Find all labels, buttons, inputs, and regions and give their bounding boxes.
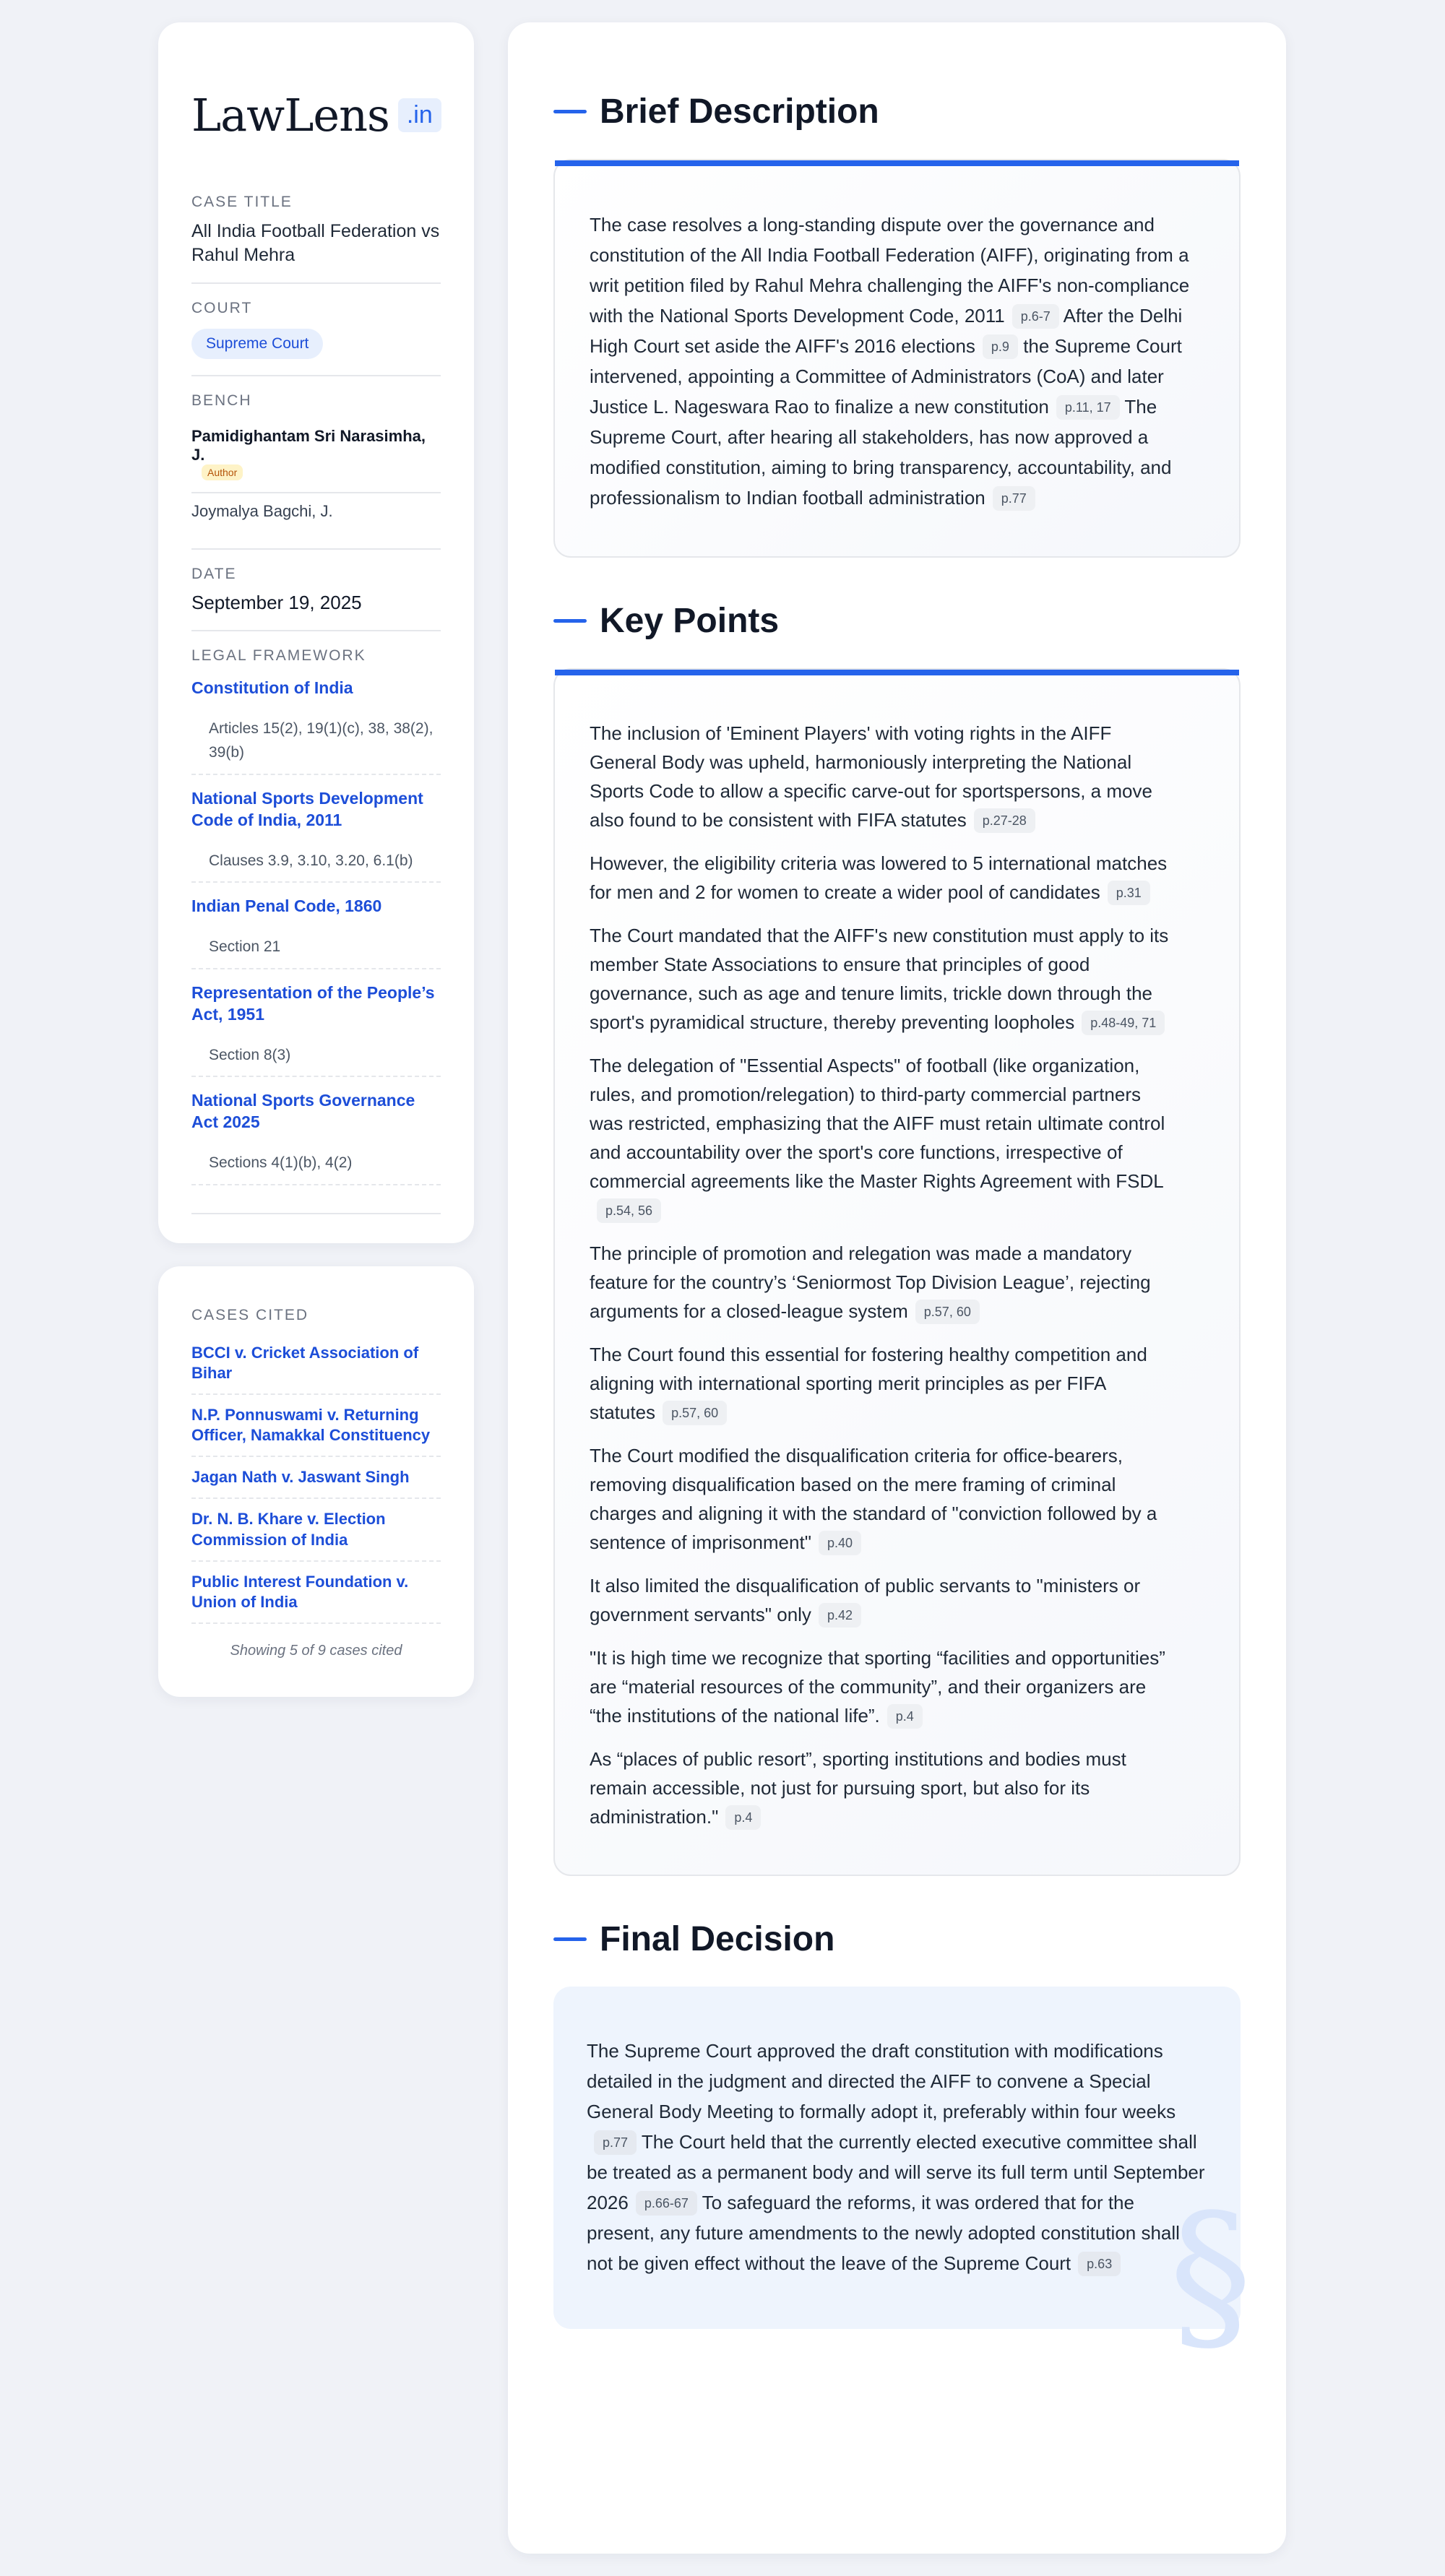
- key-point-text: The Court mandated that the AIFF's new constitution must apply to its member State Associations to ensure that principles of good governance, such as age and tenure limits, trickle down through the sport's pyramidical structure, thereby preventing loopholes: [590, 925, 1169, 1033]
- key-points-panel: [553, 668, 1241, 1876]
- judge-name: Joymalya Bagchi, J.: [191, 502, 333, 520]
- cited-case-link[interactable]: BCCI v. Cricket Association of Bihar: [191, 1333, 441, 1395]
- law-link[interactable]: National Sports Development Code of India, 2011: [191, 789, 423, 829]
- court-badge: Supreme Court: [191, 329, 323, 359]
- key-point-text: The Court modified the disqualification criteria for office-bearers, removing disqualification based on the mere framing of criminal charges and aligning it with the standard of "conviction followed by a sentence of imprisonment": [590, 1445, 1157, 1553]
- law-provisions: Sections 4(1)(b), 4(2): [191, 1145, 441, 1185]
- date-label: DATE: [191, 566, 237, 582]
- law-block: [191, 896, 441, 969]
- brief-text: the Supreme Court intervened, appointing a Committee of Administrators (CoA) and later Justice L. Nageswara Rao to finalize a new constitution: [590, 335, 1182, 418]
- page-citation[interactable]: p.6-7: [1012, 304, 1059, 329]
- brief-description-text: [555, 166, 1239, 556]
- bench-section: [191, 376, 441, 550]
- key-point-text: As “places of public resort”, sporting institutions and bodies must remain accessible, not just for pursuing sport, but also for its administration.": [590, 1748, 1126, 1828]
- brief-description-heading: [553, 92, 1241, 131]
- heading-accent-bar: [553, 110, 587, 113]
- key-point-item: [590, 921, 1175, 1037]
- panel-accent-bar: [555, 670, 1239, 675]
- legal-framework-label: LEGAL FRAMEWORK: [191, 647, 366, 664]
- case-title-section: [191, 178, 441, 284]
- page-citation[interactable]: p.63: [1078, 2252, 1121, 2276]
- law-provisions: Section 21: [191, 929, 441, 969]
- brief-text: The Supreme Court, after hearing all stakeholders, has now approved a modified constitution, aiming to bring transparency, accountability, and professionalism to Indian football administration: [590, 396, 1172, 509]
- law-link[interactable]: Representation of the People’s Act, 1951: [191, 982, 435, 1024]
- law-provisions: Articles 15(2), 19(1)(c), 38, 38(2), 39(b): [191, 711, 441, 775]
- key-point-text: It also limited the disqualification of public servants to "ministers or government servants" only: [590, 1575, 1141, 1625]
- key-point-item: [590, 1643, 1175, 1730]
- court-label: COURT: [191, 300, 253, 316]
- final-decision-panel: [553, 1987, 1252, 2372]
- key-point-item: [590, 1745, 1175, 1831]
- judgment-date: September 19, 2025: [191, 592, 362, 613]
- law-link[interactable]: Indian Penal Code, 1860: [191, 896, 382, 916]
- case-info-card: [158, 22, 474, 1243]
- cited-case-link[interactable]: Jagan Nath v. Jaswant Singh: [191, 1457, 441, 1499]
- key-points-list: [555, 675, 1239, 1875]
- author-badge: Author: [202, 464, 243, 480]
- key-point-item: [590, 1340, 1175, 1427]
- heading-accent-bar: [553, 619, 587, 623]
- final-decision-heading: [553, 1919, 1241, 1959]
- law-link[interactable]: Constitution of India: [191, 678, 353, 697]
- key-point-item: [590, 1051, 1175, 1224]
- law-block: [191, 678, 441, 775]
- court-section: [191, 284, 441, 376]
- page-citation[interactable]: p.27-28: [974, 808, 1035, 833]
- key-point-text: "It is high time we recognize that sporting “facilities and opportunities” are “material resources of the community”, and their organizers are “the institutions of the national life”.: [590, 1647, 1165, 1726]
- cases-cited-card: [158, 1266, 474, 1697]
- cited-case-link[interactable]: Dr. N. B. Khare v. Election Commission of India: [191, 1499, 441, 1561]
- law-provisions: Section 8(3): [191, 1037, 441, 1078]
- cases-cited-label: CASES CITED: [191, 1306, 309, 1323]
- cited-case-link[interactable]: N.P. Ponnuswami v. Returning Officer, Namakkal Constituency: [191, 1395, 441, 1457]
- judge-name: Pamidighantam Sri Narasimha, J.: [191, 427, 426, 464]
- page-citation[interactable]: p.11, 17: [1056, 395, 1120, 420]
- section-title: Brief Description: [600, 92, 879, 131]
- final-decision-text: [553, 1987, 1241, 2329]
- page-citation[interactable]: p.66-67: [636, 2191, 697, 2216]
- key-point-text: However, the eligibility criteria was lowered to 5 international matches for men and 2 for women to create a wider pool of candidates: [590, 852, 1168, 903]
- bench-label: BENCH: [191, 392, 252, 409]
- section-symbol-watermark: §: [1169, 2179, 1252, 2372]
- brief-text: After the Delhi High Court set aside the AIFF's 2016 elections: [590, 305, 1183, 357]
- law-block: [191, 982, 441, 1077]
- page-citation[interactable]: p.31: [1108, 881, 1150, 905]
- judge-row: [191, 493, 441, 532]
- case-title-label: CASE TITLE: [191, 194, 293, 210]
- page-citation[interactable]: p.57, 60: [915, 1300, 980, 1324]
- law-block: [191, 788, 441, 883]
- section-title: Final Decision: [600, 1920, 835, 1958]
- page-citation[interactable]: p.4: [887, 1704, 923, 1729]
- sidebar: [158, 22, 474, 1697]
- key-points-heading: [553, 601, 1241, 641]
- page-citation[interactable]: p.77: [993, 486, 1035, 511]
- page-citation[interactable]: p.40: [819, 1531, 861, 1555]
- key-point-text: The delegation of "Essential Aspects" of football (like organization, rules, and promotion/relegation) to third-party commercial partners was restricted, emphasizing that the AIFF must retain ultimate control and accountability over the sport's core functions, irrespective of commercial agreements like the Master Rights Agreement with FSDL: [590, 1055, 1165, 1192]
- brief-description-panel: [553, 159, 1241, 558]
- brief-text: The case resolves a long-standing dispute over the governance and constitution of the All India Football Federation (AIFF), originating from a writ petition filed by Rahul Mehra challenging the AIFF's non-compliance with the National Sports Development Code, 2011: [590, 214, 1190, 327]
- key-point-text: The principle of promotion and relegation was made a mandatory feature for the country’s ‘Seniormost Top Division League’, rejecting arguments for a closed-league system: [590, 1242, 1151, 1322]
- law-link[interactable]: National Sports Governance Act 2025: [191, 1091, 415, 1132]
- law-provisions: Clauses 3.9, 3.10, 3.20, 6.1(b): [191, 843, 441, 883]
- page-citation[interactable]: p.48-49, 71: [1082, 1011, 1165, 1035]
- key-point-item: [590, 1239, 1175, 1326]
- heading-accent-bar: [553, 1937, 587, 1941]
- logo-text: LawLens: [191, 89, 389, 142]
- key-point-item: [590, 719, 1175, 834]
- cited-case-link[interactable]: Public Interest Foundation v. Union of India: [191, 1562, 441, 1624]
- date-section: [191, 550, 441, 631]
- page-citation[interactable]: p.9: [983, 334, 1018, 359]
- page-citation[interactable]: p.54, 56: [597, 1198, 661, 1223]
- final-text: The Supreme Court approved the draft constitution with modifications detailed in the judgment and directed the AIFF to convene a Special General Body Meeting to formally adopt it, preferably within four weeks: [587, 2040, 1176, 2122]
- key-point-text: The inclusion of 'Eminent Players' with voting rights in the AIFF General Body was upheld, harmoniously interpreting the National Sports Code to allow a specific carve-out for sportspersons, a move also found to be consistent with FIFA statutes: [590, 722, 1152, 831]
- law-block: [191, 1090, 441, 1185]
- legal-framework-section: [191, 631, 441, 1214]
- page-citation[interactable]: p.77: [594, 2130, 637, 2155]
- judge-row: [191, 418, 441, 493]
- logo[interactable]: [191, 89, 441, 142]
- key-point-item: [590, 1571, 1175, 1629]
- final-text: To safeguard the reforms, it was ordered that for the present, any future amendments to the newly adopted constitution shall not be given effect without the leave of the Supreme Court: [587, 2192, 1180, 2274]
- cases-cited-count: Showing 5 of 9 cases cited: [230, 1643, 402, 1659]
- page-citation[interactable]: p.4: [725, 1805, 761, 1830]
- key-point-item: [590, 849, 1175, 907]
- key-point-item: [590, 1441, 1175, 1557]
- logo-tld-badge: .in: [398, 98, 441, 132]
- main-content: [508, 22, 1286, 2554]
- final-text: The Court held that the currently elected executive committee shall be treated as a permanent body and will serve its full term until September 2026: [587, 2131, 1205, 2213]
- page-citation[interactable]: p.57, 60: [663, 1401, 727, 1425]
- panel-accent-bar: [555, 160, 1239, 166]
- section-title: Key Points: [600, 602, 780, 640]
- key-point-text: The Court found this essential for fostering healthy competition and aligning with international sporting merit principles as per FIFA statutes: [590, 1344, 1147, 1423]
- page-citation[interactable]: p.42: [819, 1603, 861, 1628]
- case-title: All India Football Federation vs Rahul Mehra: [191, 221, 440, 265]
